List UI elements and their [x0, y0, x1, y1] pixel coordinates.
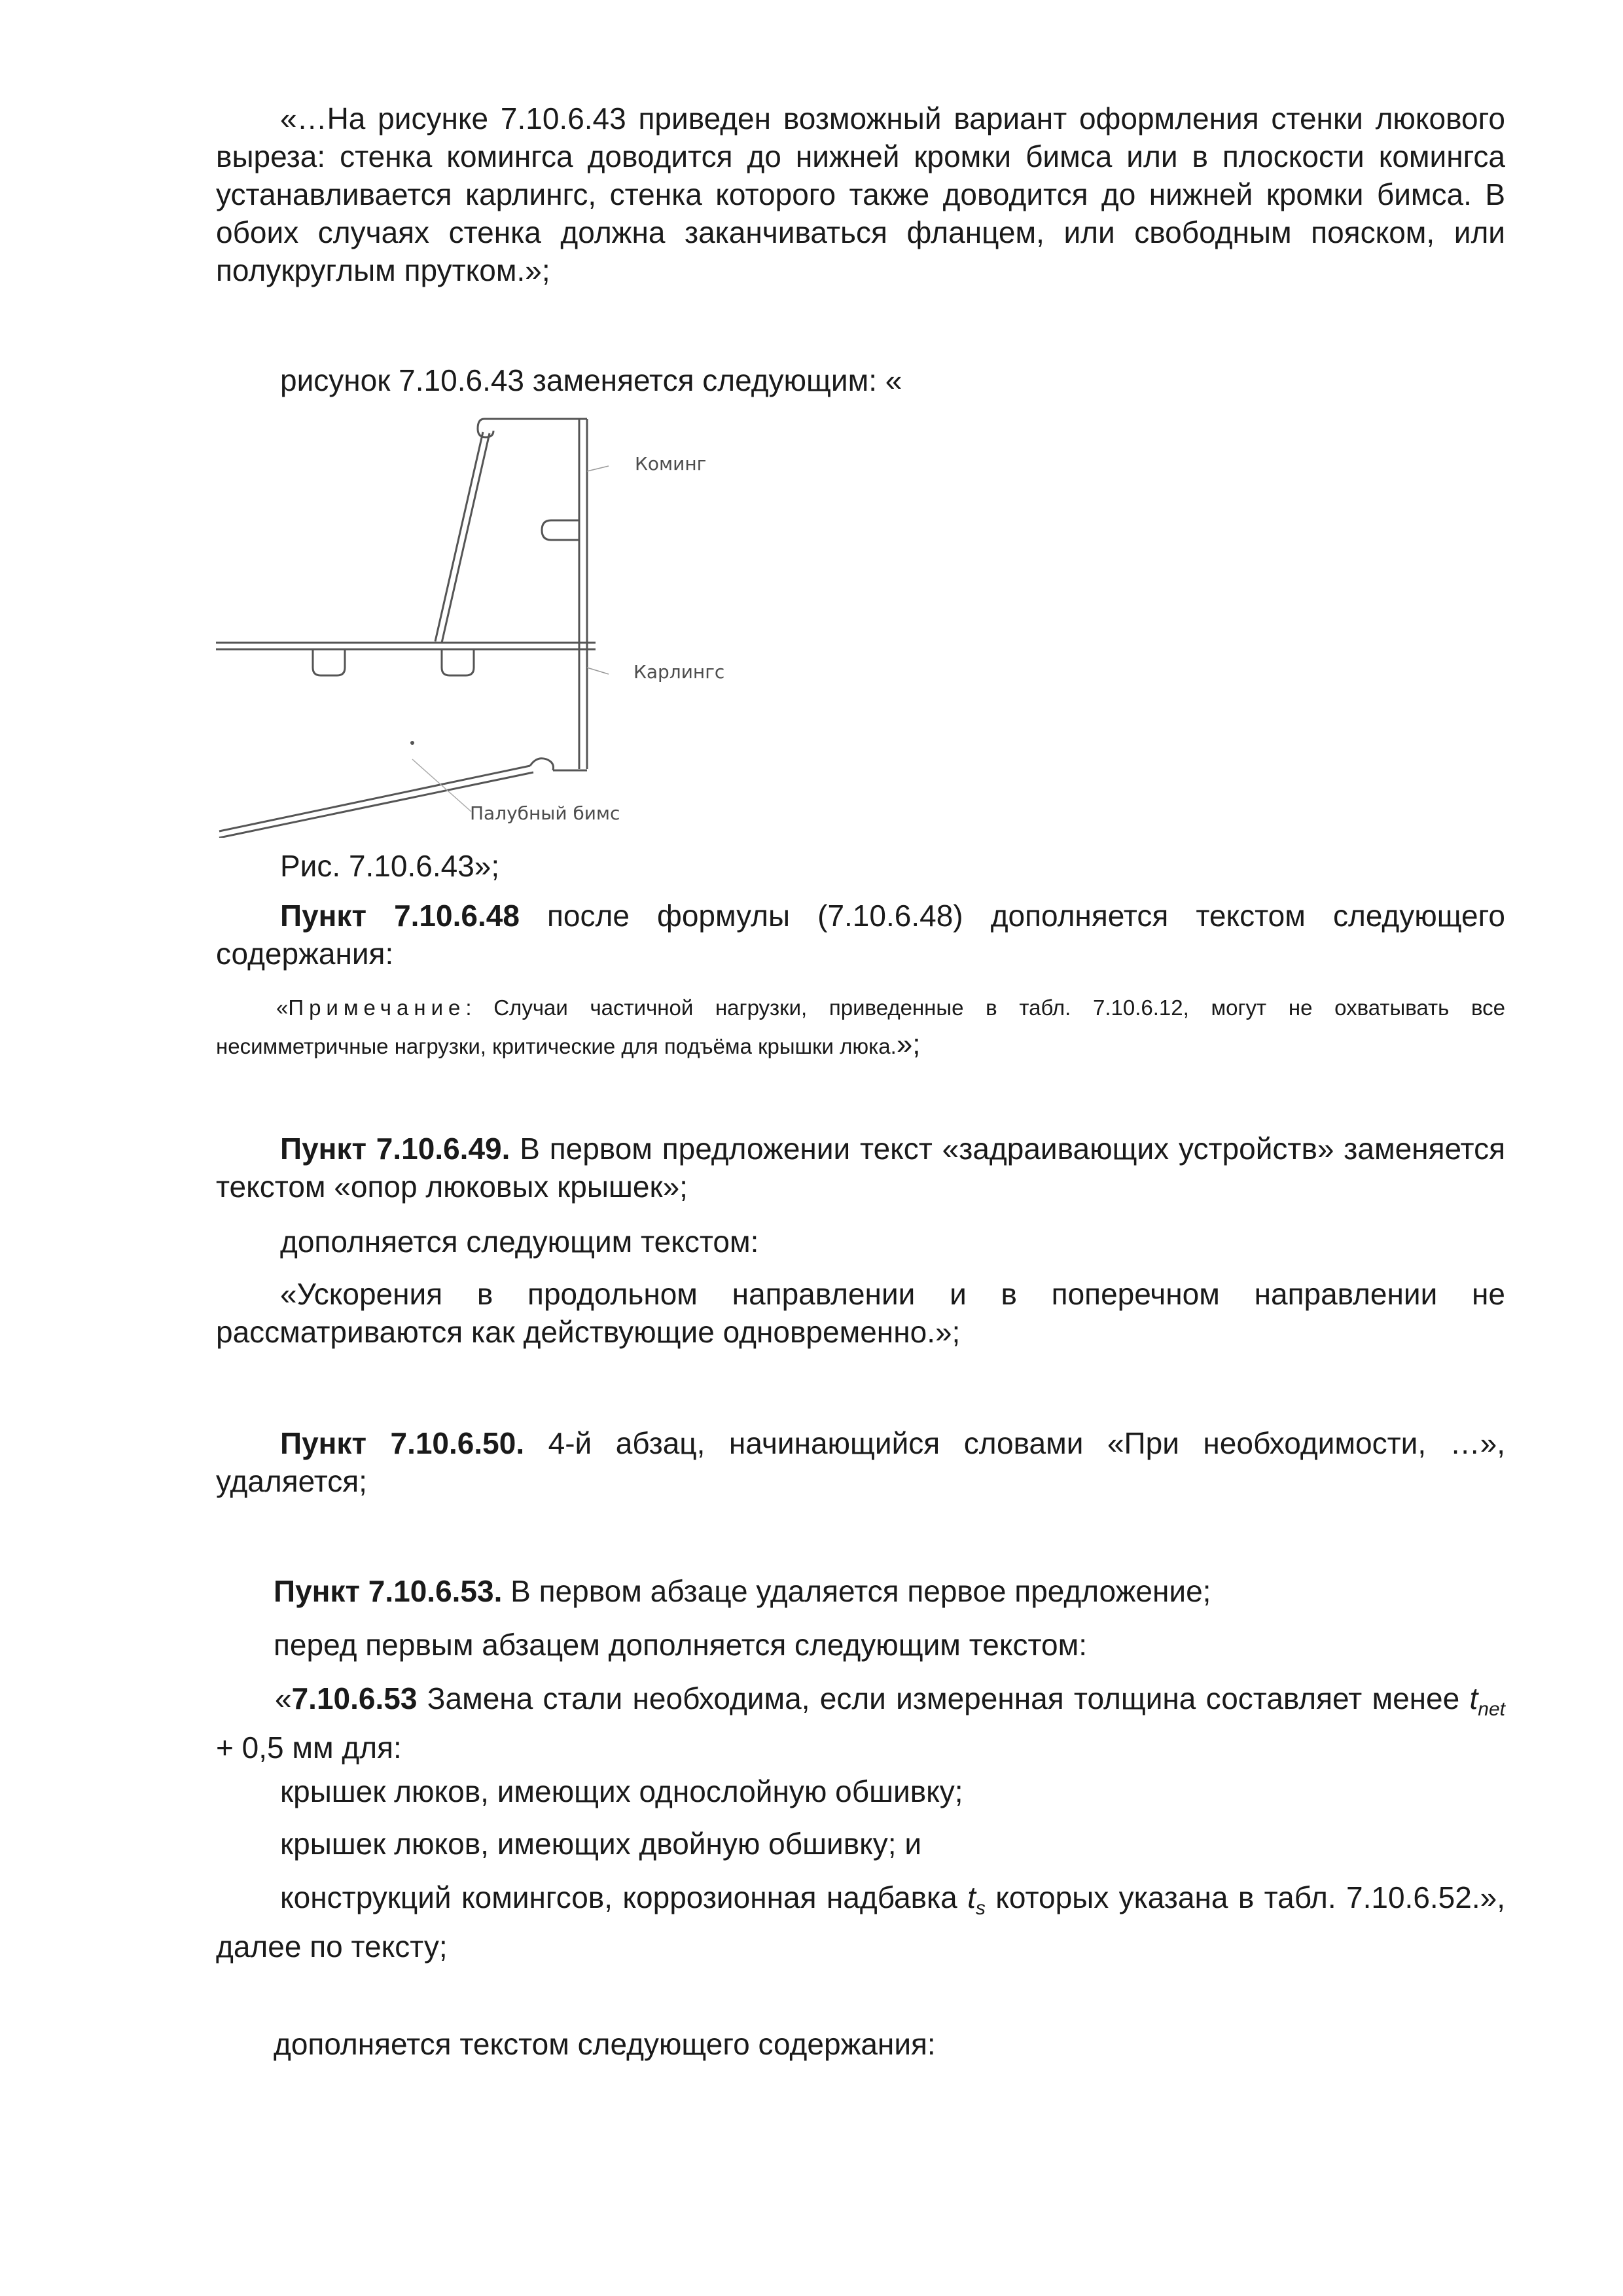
coaming-stiffener	[542, 520, 579, 540]
note-close-quote: »;	[896, 1028, 921, 1060]
quote-tail: + 0,5 мм для:	[216, 1731, 402, 1765]
list-item-1: крышек люков, имеющих однослойную обшивку;	[280, 1774, 963, 1808]
figure-caption: Рис. 7.10.6.43»;	[280, 849, 500, 883]
paragraph-item-53	[274, 1572, 1504, 1610]
final-line: дополняется текстом следующего содержания:	[274, 2027, 936, 2061]
paragraph-item-50	[216, 1424, 1505, 1500]
note-text: : Случаи частичной нагрузки, приведенные в табл. 7.10.6.12, могут не охватывать все несимметричные нагрузки, критические для подъёма крышки люка.	[216, 996, 1505, 1058]
item-49-addition: дополняется следующим текстом:	[280, 1225, 759, 1259]
beam-flange	[530, 759, 554, 770]
figure-intro: рисунок 7.10.6.43 заменяется следующим: «	[280, 363, 902, 397]
list-item-3	[216, 1878, 1505, 1965]
t-net-symbol: t	[1469, 1681, 1478, 1715]
t-s-symbol: t	[967, 1880, 976, 1914]
t-s-subscript: s	[975, 1897, 986, 1920]
item-49-quote: «Ускорения в продольном направлении и в поперечном направлении не рассматриваются как действующие одновременно.»;	[216, 1277, 1505, 1349]
item-53-quote	[216, 1679, 1505, 1767]
item-53-heading: Пункт 7.10.6.53.	[274, 1574, 503, 1608]
list-item-3-text-a: конструкций комингсов, коррозионная надбавка	[280, 1880, 968, 1914]
cover-edge-bulb	[478, 419, 493, 437]
item-53-text: В первом абзаце удаляется первое предложение;	[502, 1574, 1211, 1608]
stay-line-2	[442, 433, 490, 643]
label-coaming: Коминг	[635, 453, 707, 475]
item-49-text: В первом предложении текст «задраивающих устройств» заменяется текстом «опор люковых крышек»;	[216, 1132, 1506, 1204]
deck-longitudinal-1	[313, 649, 345, 675]
paragraph-figure-description: «…На рисунке 7.10.6.43 приведен возможный вариант оформления стенки люкового выреза: стенка комингса доводится до нижней кромки бимса или в плоскости комингса устанавливается карлингс, стенка которого также доводится до нижней кромки бимса. В обоих случаях стенка должна заканчиваться фланцем, или свободным пояском, или полукруглым прутком.»;	[216, 101, 1505, 287]
quote-open: «	[275, 1681, 292, 1715]
stay-line-1	[435, 432, 483, 641]
list-item-2: крышек люков, имеющих двойную обшивку; и	[280, 1827, 922, 1861]
t-net-subscript: net	[1478, 1698, 1505, 1721]
label-girder: Карлингс	[633, 661, 725, 683]
quote-number: 7.10.6.53	[291, 1681, 418, 1715]
paragraph-item-48	[216, 897, 1505, 973]
item-48-heading: Пункт 7.10.6.48	[280, 899, 520, 933]
item-53-addition: перед первым абзацем дополняется следующим текстом:	[274, 1628, 1088, 1662]
deck-longitudinal-2	[442, 649, 474, 675]
item-50-heading: Пункт 7.10.6.50.	[280, 1426, 525, 1460]
label-deck-beam: Палубный бимс	[470, 802, 620, 824]
quote-text: Замена стали необходима, если измеренная толщина составляет менее	[417, 1681, 1470, 1715]
note-paragraph	[216, 990, 1505, 1065]
note-label: Примечание	[288, 996, 466, 1020]
paragraph-item-49	[216, 1130, 1505, 1206]
item-48-text: после формулы (7.10.6.48) дополняется текстом следующего содержания:	[216, 899, 1505, 971]
item-49-heading: Пункт 7.10.6.49.	[280, 1132, 510, 1166]
item-50-text: 4-й абзац, начинающийся словами «При необходимости, …», удаляется;	[216, 1426, 1505, 1498]
note-open-quote: «	[276, 996, 289, 1020]
list-item-3-text-b: которых указана в табл. 7.10.6.52.», далее по тексту;	[216, 1880, 1505, 1964]
